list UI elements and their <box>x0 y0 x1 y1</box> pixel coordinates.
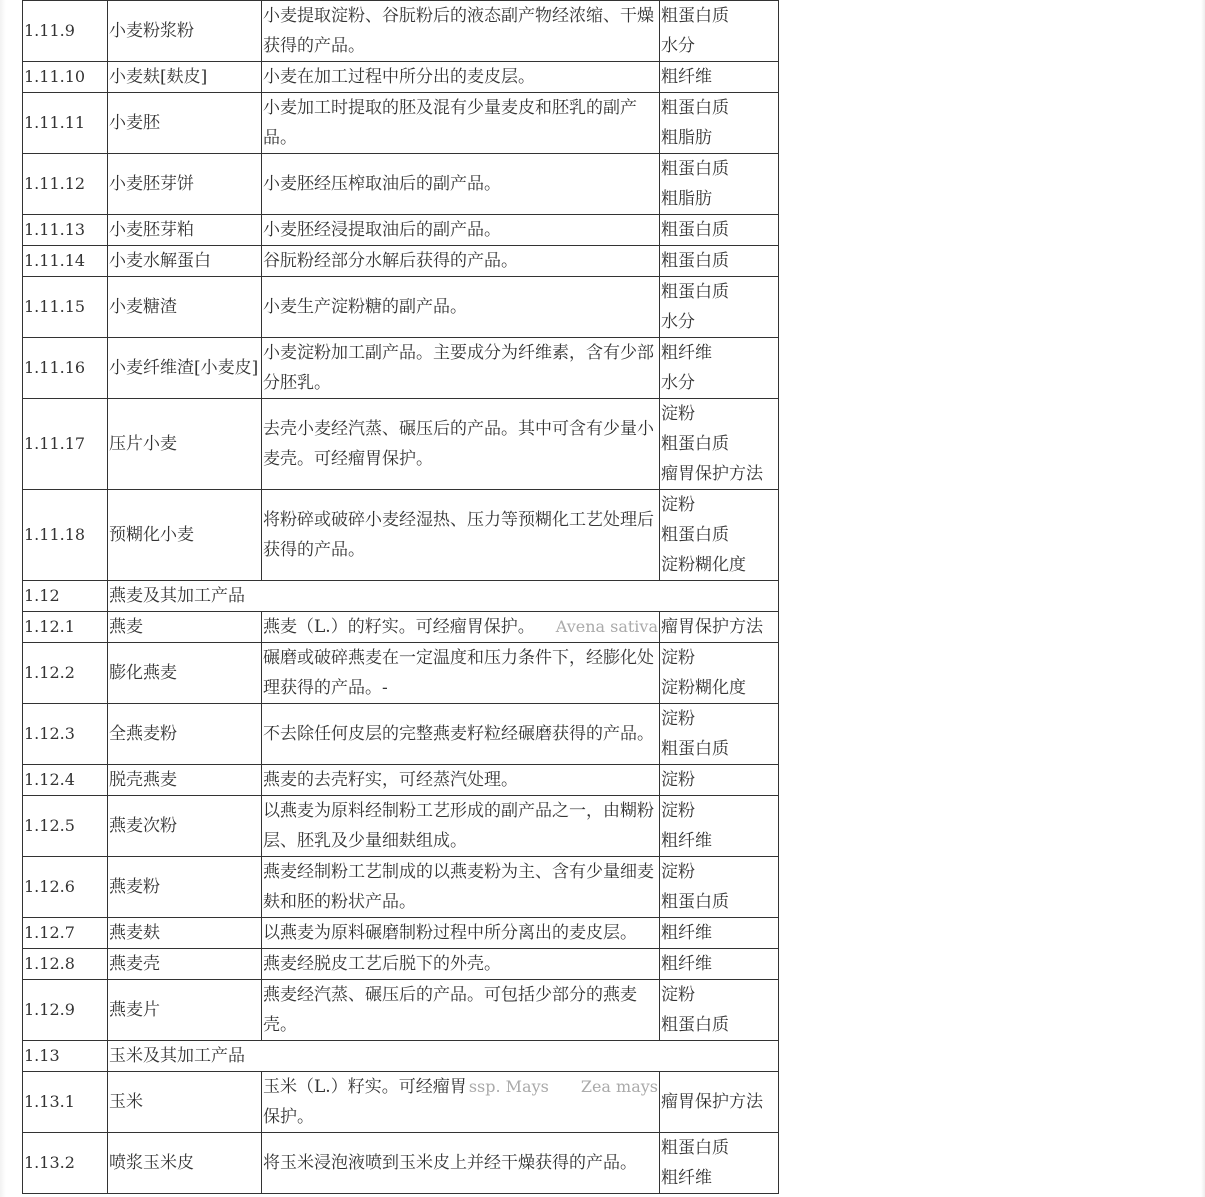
item-description <box>262 399 660 490</box>
item-name: 小麦胚芽饼 <box>108 154 262 215</box>
table-row <box>23 643 779 704</box>
table-row <box>23 62 779 93</box>
table-row <box>23 1072 779 1133</box>
item-description <box>262 215 660 246</box>
item-name: 燕麦麸 <box>108 918 262 949</box>
quality-parameters <box>660 980 779 1041</box>
quality-parameters <box>660 765 779 796</box>
section-title: 玉米及其加工产品 <box>108 1041 779 1072</box>
item-code: 1.11.12 <box>23 154 108 215</box>
parameter-item: 粗纤维 <box>661 343 712 363</box>
item-description <box>262 1072 660 1133</box>
item-name: 燕麦次粉 <box>108 796 262 857</box>
quality-parameters <box>660 643 779 704</box>
parameter-item: 淀粉 <box>661 801 695 821</box>
item-name: 小麦糖渣 <box>108 277 262 338</box>
parameter-item: 粗蛋白质 <box>661 1138 729 1158</box>
quality-parameters <box>660 399 779 490</box>
parameter-item: 淀粉糊化度 <box>661 678 746 698</box>
item-name: 燕麦片 <box>108 980 262 1041</box>
description-text: 燕麦（L.）的籽实。可经瘤胃保护。 <box>263 617 535 637</box>
parameter-item: 瘤胃保护方法 <box>661 1092 763 1112</box>
parameter-item: 粗纤维 <box>661 831 712 851</box>
table-row <box>23 154 779 215</box>
table-row <box>23 1 779 62</box>
item-code: 1.11.9 <box>23 1 108 62</box>
parameter-item: 淀粉糊化度 <box>661 555 746 575</box>
item-code: 1.12.7 <box>23 918 108 949</box>
parameter-item: 水分 <box>661 312 695 332</box>
item-code: 1.13 <box>23 1041 108 1072</box>
description-text: 碾磨或破碎燕麦在一定温度和压力条件下，经膨化处理获得的产品。- <box>263 648 654 698</box>
item-name: 脱壳燕麦 <box>108 765 262 796</box>
item-description <box>262 154 660 215</box>
description-text: 小麦提取淀粉、谷朊粉后的液态副产物经浓缩、干燥获得的产品。 <box>263 6 654 56</box>
parameter-item: 粗纤维 <box>661 67 712 87</box>
parameter-item: 粗脂肪 <box>661 189 712 209</box>
item-code: 1.11.11 <box>23 93 108 154</box>
item-name: 膨化燕麦 <box>108 643 262 704</box>
quality-parameters <box>660 796 779 857</box>
item-description <box>262 93 660 154</box>
parameter-item: 淀粉 <box>661 770 695 790</box>
item-description <box>262 949 660 980</box>
table-row <box>23 490 779 581</box>
item-name: 喷浆玉米皮 <box>108 1133 262 1194</box>
description-text: 燕麦经制粉工艺制成的以燕麦粉为主、含有少量细麦麸和胚的粉状产品。 <box>263 862 654 912</box>
item-code: 1.11.18 <box>23 490 108 581</box>
parameter-item: 粗蛋白质 <box>661 251 729 271</box>
quality-parameters <box>660 918 779 949</box>
description-text: 小麦胚经浸提取油后的副产品。 <box>263 220 501 240</box>
item-code: 1.13.1 <box>23 1072 108 1133</box>
table-row <box>23 215 779 246</box>
description-text: 燕麦经脱皮工艺后脱下的外壳。 <box>263 954 501 974</box>
table-row <box>23 1133 779 1194</box>
parameter-item: 瘤胃保护方法 <box>661 464 763 484</box>
item-description <box>262 490 660 581</box>
item-name: 全燕麦粉 <box>108 704 262 765</box>
item-code: 1.11.15 <box>23 277 108 338</box>
table-row <box>23 277 779 338</box>
description-text: 将粉碎或破碎小麦经湿热、压力等预糊化工艺处理后获得的产品。 <box>263 510 654 560</box>
item-code: 1.12.2 <box>23 643 108 704</box>
item-name: 小麦胚芽粕 <box>108 215 262 246</box>
table-row <box>23 246 779 277</box>
parameter-item: 淀粉 <box>661 495 695 515</box>
quality-parameters <box>660 490 779 581</box>
section-row <box>23 581 779 612</box>
parameter-item: 粗蛋白质 <box>661 739 729 759</box>
quality-parameters <box>660 62 779 93</box>
table-row <box>23 399 779 490</box>
quality-parameters <box>660 215 779 246</box>
item-code: 1.12.1 <box>23 612 108 643</box>
quality-parameters <box>660 1072 779 1133</box>
section-title: 燕麦及其加工产品 <box>108 581 779 612</box>
quality-parameters <box>660 612 779 643</box>
item-code: 1.11.17 <box>23 399 108 490</box>
table-row <box>23 765 779 796</box>
item-code: 1.11.14 <box>23 246 108 277</box>
parameter-item: 水分 <box>661 36 695 56</box>
item-code: 1.12.5 <box>23 796 108 857</box>
item-code: 1.11.10 <box>23 62 108 93</box>
item-description <box>262 704 660 765</box>
page-left-edge <box>0 0 6 1197</box>
table-row <box>23 949 779 980</box>
description-text: 玉米（L.）籽实。可经瘤胃保护。 <box>263 1077 467 1127</box>
item-description <box>262 643 660 704</box>
item-code: 1.12 <box>23 581 108 612</box>
item-code: 1.12.3 <box>23 704 108 765</box>
table-row <box>23 918 779 949</box>
description-text: 将玉米浸泡液喷到玉米皮上并经干燥获得的产品。 <box>263 1153 637 1173</box>
item-name: 燕麦粉 <box>108 857 262 918</box>
item-name: 小麦纤维渣[小麦皮] <box>108 338 262 399</box>
quality-parameters <box>660 154 779 215</box>
item-code: 1.12.6 <box>23 857 108 918</box>
section-row <box>23 1041 779 1072</box>
parameter-item: 粗蛋白质 <box>661 1015 729 1035</box>
parameter-item: 淀粉 <box>661 404 695 424</box>
item-name: 小麦粉浆粉 <box>108 1 262 62</box>
parameter-item: 粗蛋白质 <box>661 892 729 912</box>
table-row <box>23 980 779 1041</box>
item-description <box>262 918 660 949</box>
quality-parameters <box>660 338 779 399</box>
parameter-item: 淀粉 <box>661 648 695 668</box>
description-text: 小麦生产淀粉糖的副产品。 <box>263 297 467 317</box>
parameter-item: 粗蛋白质 <box>661 282 729 302</box>
item-description <box>262 980 660 1041</box>
page-right-edge <box>1201 0 1205 1197</box>
description-text: 不去除任何皮层的完整燕麦籽粒经碾磨获得的产品。 <box>263 724 654 744</box>
parameter-item: 淀粉 <box>661 862 695 882</box>
quality-parameters <box>660 93 779 154</box>
quality-parameters <box>660 1133 779 1194</box>
description-text: 小麦胚经压榨取油后的副产品。 <box>263 174 501 194</box>
quality-parameters <box>660 949 779 980</box>
description-text: 燕麦经汽蒸、碾压后的产品。可包括少部分的燕麦壳。 <box>263 985 637 1035</box>
description-text: 谷朊粉经部分水解后获得的产品。 <box>263 251 518 271</box>
item-name: 预糊化小麦 <box>108 490 262 581</box>
description-text: 以燕麦为原料经制粉工艺形成的副产品之一，由糊粉层、胚乳及少量细麸组成。 <box>263 801 654 851</box>
description-text: 燕麦的去壳籽实，可经蒸汽处理。 <box>263 770 518 790</box>
item-name: 小麦水解蛋白 <box>108 246 262 277</box>
item-description <box>262 62 660 93</box>
item-name: 小麦麸[麸皮] <box>108 62 262 93</box>
parameter-item: 粗纤维 <box>661 954 712 974</box>
parameter-item: 粗蛋白质 <box>661 434 729 454</box>
item-code: 1.12.9 <box>23 980 108 1041</box>
parameter-item: 水分 <box>661 373 695 393</box>
table-row <box>23 796 779 857</box>
table-row <box>23 704 779 765</box>
item-description <box>262 338 660 399</box>
latin-name: Avena sativa <box>555 617 658 636</box>
item-description <box>262 246 660 277</box>
item-description <box>262 765 660 796</box>
quality-parameters <box>660 1 779 62</box>
parameter-item: 淀粉 <box>661 709 695 729</box>
item-name: 燕麦 <box>108 612 262 643</box>
description-text: 小麦在加工过程中所分出的麦皮层。 <box>263 67 535 87</box>
table-row <box>23 338 779 399</box>
quality-parameters <box>660 246 779 277</box>
parameter-item: 粗蛋白质 <box>661 98 729 118</box>
item-code: 1.12.4 <box>23 765 108 796</box>
item-description <box>262 1133 660 1194</box>
parameter-item: 粗纤维 <box>661 1168 712 1188</box>
item-description <box>262 612 660 643</box>
item-code: 1.12.8 <box>23 949 108 980</box>
parameter-item: 粗蛋白质 <box>661 6 729 26</box>
table-row <box>23 93 779 154</box>
parameter-item: 瘤胃保护方法 <box>661 617 763 637</box>
parameter-item: 粗蛋白质 <box>661 525 729 545</box>
description-text: 小麦加工时提取的胚及混有少量麦皮和胚乳的副产品。 <box>263 98 637 148</box>
parameter-item: 粗蛋白质 <box>661 159 729 179</box>
item-code: 1.11.13 <box>23 215 108 246</box>
item-name: 压片小麦 <box>108 399 262 490</box>
parameter-item: 粗纤维 <box>661 923 712 943</box>
latin-name: ssp. Mays Zea mays <box>468 1077 658 1096</box>
quality-parameters <box>660 857 779 918</box>
item-description <box>262 796 660 857</box>
item-description <box>262 277 660 338</box>
parameter-item: 粗蛋白质 <box>661 220 729 240</box>
description-text: 去壳小麦经汽蒸、碾压后的产品。其中可含有少量小麦壳。可经瘤胃保护。 <box>263 419 654 469</box>
item-name: 玉米 <box>108 1072 262 1133</box>
item-code: 1.11.16 <box>23 338 108 399</box>
table-row <box>23 857 779 918</box>
item-description <box>262 857 660 918</box>
parameter-item: 淀粉 <box>661 985 695 1005</box>
table-row <box>23 612 779 643</box>
quality-parameters <box>660 277 779 338</box>
feed-catalog-table <box>22 0 779 1194</box>
item-name: 燕麦壳 <box>108 949 262 980</box>
parameter-item: 粗脂肪 <box>661 128 712 148</box>
quality-parameters <box>660 704 779 765</box>
item-code: 1.13.2 <box>23 1133 108 1194</box>
feed-catalog-body <box>23 1 779 1194</box>
item-name: 小麦胚 <box>108 93 262 154</box>
description-text: 小麦淀粉加工副产品。主要成分为纤维素，含有少部分胚乳。 <box>263 343 654 393</box>
item-description <box>262 1 660 62</box>
description-text: 以燕麦为原料碾磨制粉过程中所分离出的麦皮层。 <box>263 923 637 943</box>
